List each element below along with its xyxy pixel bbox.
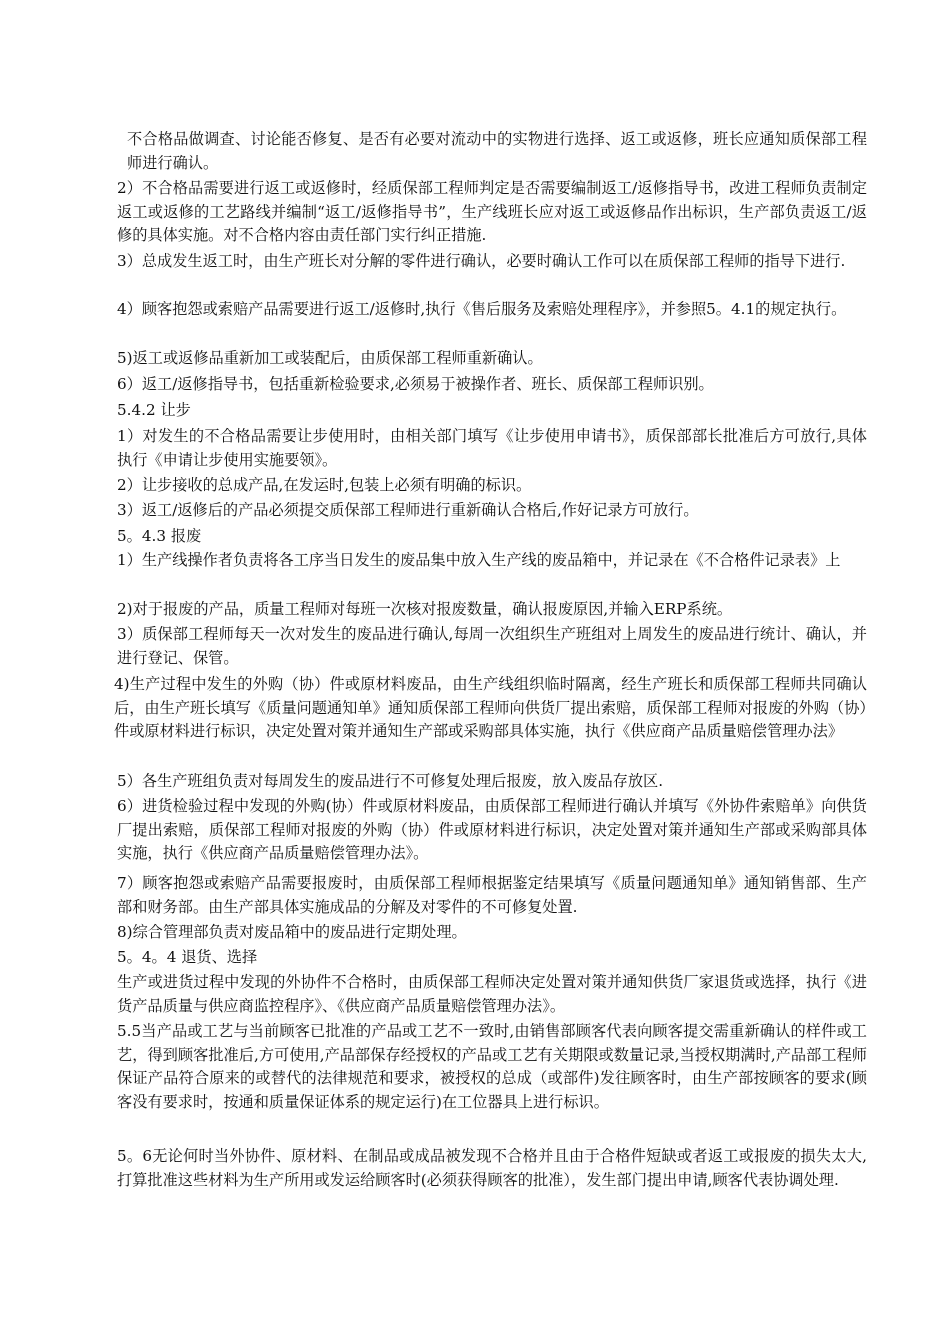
paragraph-scrap-item-1: 1）生产线操作者负责将各工序当日发生的废品集中放入生产线的废品箱中，并记录在《不合格件记录表》上	[117, 551, 841, 569]
paragraph-concession-item-1: 1）对发生的不合格品需要让步使用时，由相关部门填写《让步使用申请书》，质保部部长批准后方可放行,具体执行《申请让步使用实施要领》。	[117, 427, 867, 469]
paragraph-rework-item-3: 3）总成发生返工时，由生产班长对分解的零件进行确认，必要时确认工作可以在质保部工程师的指导下进行.	[117, 252, 846, 270]
paragraph-return-selection: 生产或进货过程中发现的外协件不合格时，由质保部工程师决定处置对策并通知供货厂家退货或选择，执行《进货产品质量与供应商监控程序》、《供应商产品质量赔偿管理办法》。	[117, 973, 867, 1015]
paragraph-section-5-5: 5.5当产品或工艺与当前顾客已批准的产品或工艺不一致时,由销售部顾客代表向顾客提交需重新确认的样件或工艺，得到顾客批准后,方可使用,产品部保存经授权的产品或工艺有关期限或数量记录,当授权期满时,产品部工程师保证产品符合原来的或替代的法律规范和要求，被授权的总成（或部件)发往顾客时，由生产部按顾客的要求(顾客没有要求时，按通和质量保证体系的规定运行)在工位器具上进行标识。	[117, 1022, 867, 1111]
paragraph-scrap-item-8: 8)综合管理部负责对废品箱中的废品进行定期处理。	[117, 923, 467, 941]
paragraph-section-5-6: 5。6无论何时当外协件、原材料、在制品或成品被发现不合格并且由于合格件短缺或者返工或报废的损失太大,打算批准这些材料为生产所用或发运给顾客时(必须获得顾客的批准），发生部门提出申请,顾客代表协调处理.	[117, 1147, 867, 1189]
section-heading-5-4-2: 5.4.2 让步	[117, 401, 191, 419]
paragraph-scrap-item-7: 7）顾客抱怨或索赔产品需要报废时，由质保部工程师根据鉴定结果填写《质量问题通知单》通知销售部、生产部和财务部。由生产部具体实施成品的分解及对零件的不可修复处置.	[117, 874, 867, 916]
paragraph-scrap-item-4: 4)生产过程中发生的外购（协）件或原材料废品，由生产线组织临时隔离，经生产班长和质保部工程师共同确认后，由生产班长填写《质量问题通知单》通知质保部工程师向供货厂提出索赔，质保部工程师对报废的外购（协）件或原材料进行标识，决定处置对策并通知生产部或采购部具体实施，执行《供应商产品质量赔偿管理办法》	[114, 675, 867, 740]
section-heading-5-4-4: 5。4。4 退货、选择	[117, 948, 258, 966]
paragraph-concession-item-2: 2）让步接收的总成产品,在发运时,包装上必须有明确的标识。	[117, 476, 532, 494]
paragraph-scrap-item-2: 2)对于报废的产品，质量工程师对每班一次核对报废数量，确认报废原因,并输入ERP系统。	[117, 600, 733, 618]
paragraph-scrap-item-6: 6）进货检验过程中发现的外购(协）件或原材料废品，由质保部工程师进行确认并填写《外协件索赔单》向供货厂提出索赔，质保部工程师对报废的外购（协）件或原材料进行标识，决定处置对策并通知生产部或采购部具体实施，执行《供应商产品质量赔偿管理办法》。	[117, 797, 867, 862]
paragraph-rework-item-4: 4）顾客抱怨或索赔产品需要进行返工/返修时,执行《售后服务及索赔处理程序》，并参照5。4.1的规定执行。	[117, 300, 847, 318]
section-heading-5-4-3: 5。4.3 报废	[117, 527, 202, 545]
paragraph-intro-continuation: 不合格品做调查、讨论能否修复、是否有必要对流动中的实物进行选择、返工或返修，班长应通知质保部工程师进行确认。	[127, 130, 867, 172]
paragraph-scrap-item-5: 5）各生产班组负责对每周发生的废品进行不可修复处理后报废，放入废品存放区.	[117, 772, 664, 790]
paragraph-scrap-item-3: 3）质保部工程师每天一次对发生的废品进行确认,每周一次组织生产班组对上周发生的废品进行统计、确认，并进行登记、保管。	[117, 625, 867, 667]
paragraph-rework-item-5: 5)返工或返修品重新加工或装配后，由质保部工程师重新确认。	[117, 349, 543, 367]
paragraph-concession-item-3: 3）返工/返修后的产品必须提交质保部工程师进行重新确认合格后,作好记录方可放行。	[117, 501, 699, 519]
paragraph-rework-item-6: 6）返工/返修指导书，包括重新检验要求,必须易于被操作者、班长、质保部工程师识别。	[117, 375, 714, 393]
paragraph-rework-item-2: 2）不合格品需要进行返工或返修时，经质保部工程师判定是否需要编制返工/返修指导书，改进工程师负责制定返工或返修的工艺路线并编制“返工/返修指导书”，生产线班长应对返工或返修品作出标识，生产部负责返工/返修的具体实施。对不合格内容由责任部门实行纠正措施.	[117, 179, 867, 244]
